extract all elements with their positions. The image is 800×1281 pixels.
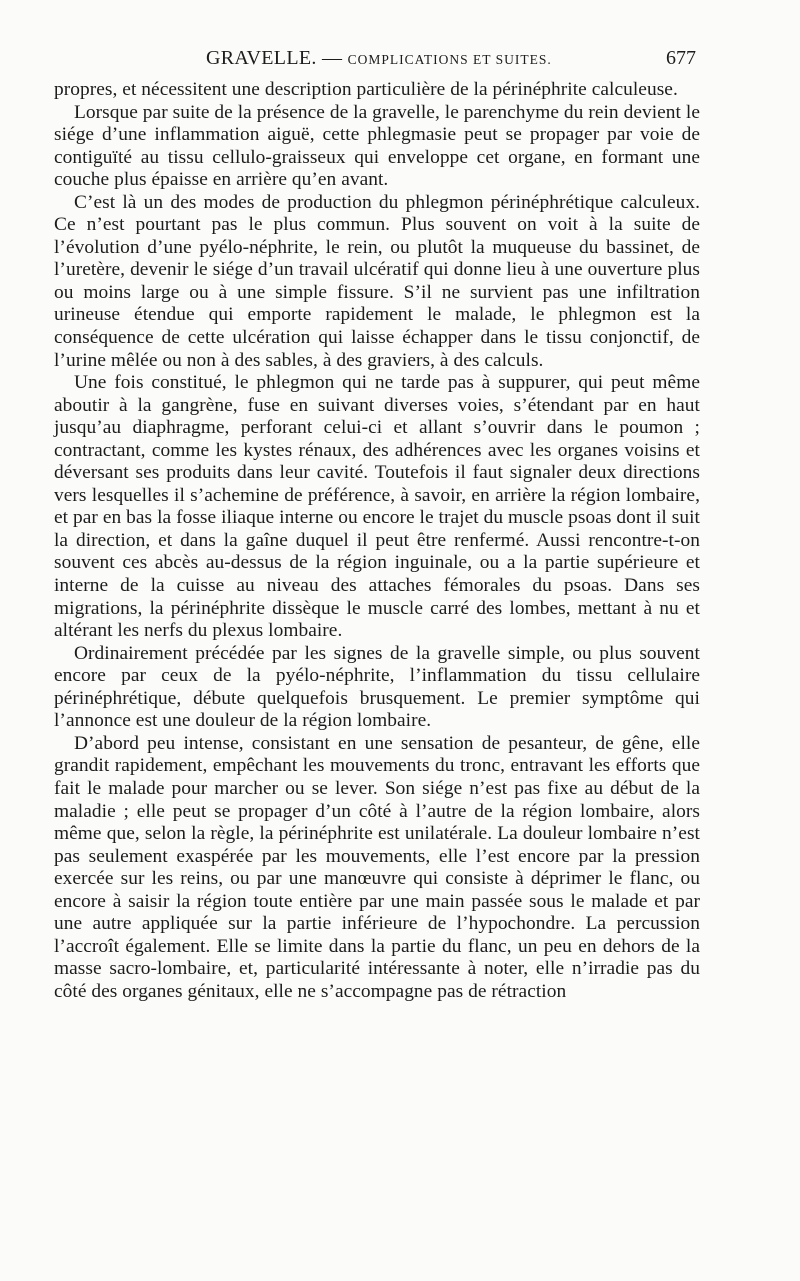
page-number: 677 (666, 47, 696, 69)
paragraph: Lorsque par suite de la présence de la gravelle, le parenchyme du rein devient le siége d’une inflammation aiguë, cette phlegmasie peut se propager par voie de contiguïté au tissu cellulo-graisseux qui enveloppe cet organe, en formant une couche plus épaisse en arrière qu’en avant. (54, 101, 700, 191)
body-text (54, 79, 700, 1003)
title-dash: — (321, 47, 343, 69)
running-head (56, 44, 700, 72)
section-title: COMPLICATIONS ET SUITES. (347, 52, 552, 67)
paragraph-continuation: propres, et nécessitent une description particulière de la périnéphrite calculeuse. (54, 79, 678, 100)
chapter-title: GRAVELLE. (206, 47, 317, 69)
paragraph: C’est là un des modes de production du phlegmon périnéphrétique calculeux. Ce n’est pourtant pas le plus commun. Plus souvent on voit à la suite de l’évolution d’une pyélo-néphrite, le rein, ou plutôt la muqueuse du bassinet, de l’uretère, devenir le siége d’un travail ulcératif qui donne lieu à une ouverture plus ou moins large ou à une simple fissure. S’il ne survient pas une infiltration urineuse étendue qui emporte rapidement le malade, le phlegmon est la conséquence de cette ulcération qui laisse échapper dans le tissu conjonctif, de l’urine mêlée ou non à des sables, à des graviers, à des calculs. (54, 191, 700, 371)
paragraph: Une fois constitué, le phlegmon qui ne tarde pas à suppurer, qui peut même aboutir à la gangrène, fuse en suivant diverses voies, s’étendant par en haut jusqu’au diaphragme, perforant celui-ci et allant s’ouvrir dans le poumon ; contractant, comme les kystes rénaux, des adhérences avec les organes voisins et déversant ses produits dans leur cavité. Toutefois il faut signaler deux directions vers lesquelles il s’achemine de préférence, à savoir, en arrière la région lombaire, et par en bas la fosse iliaque interne ou encore le trajet du muscle psoas dont il suit la direction, et dans la gaîne duquel il peut être renfermé. Aussi rencontre-t-on souvent ces abcès au-dessus de la région inguinale, ou a la partie supérieure et interne de la cuisse au niveau des attaches fémorales du psoas. Dans ses migrations, la périnéphrite dissèque le muscle carré des lombes, mettant à nu et altérant les nerfs du plexus lombaire. (54, 372, 700, 642)
paragraph: D’abord peu intense, consistant en une sensation de pesanteur, de gêne, elle grandit rapidement, empêchant les mouvements du tronc, entravant les efforts que fait le malade pour marcher ou se lever. Son siége n’est pas fixe au début de la maladie ; elle peut se propager d’un côté à l’autre de la région lombaire, alors même que, selon la règle, la périnéphrite est unilatérale. La douleur lombaire n’est pas seulement exaspérée par les mouvements, elle l’est encore par la pression exercée sur les reins, ou par une manœuvre qui consiste à déprimer le flanc, ou encore à saisir la région toute entière par une main passée sous le malade et par une autre appliquée sur la partie inférieure de l’hypochondre. La percussion l’accroît également. Elle se limite dans la partie du flanc, un peu en dehors de la masse sacro-lombaire, et, particularité intéressante à noter, elle n’irradie pas du côté des organes génitaux, elle ne s’accompagne pas de rétraction (54, 732, 700, 1002)
paragraph: Ordinairement précédée par les signes de la gravelle simple, ou plus souvent encore par ceux de la pyélo-néphrite, l’inflammation du tissu cellulaire périnéphrétique, débute quelquefois brusquement. Le premier symptôme qui l’annonce est une douleur de la région lombaire. (54, 642, 700, 732)
running-title (206, 44, 552, 74)
